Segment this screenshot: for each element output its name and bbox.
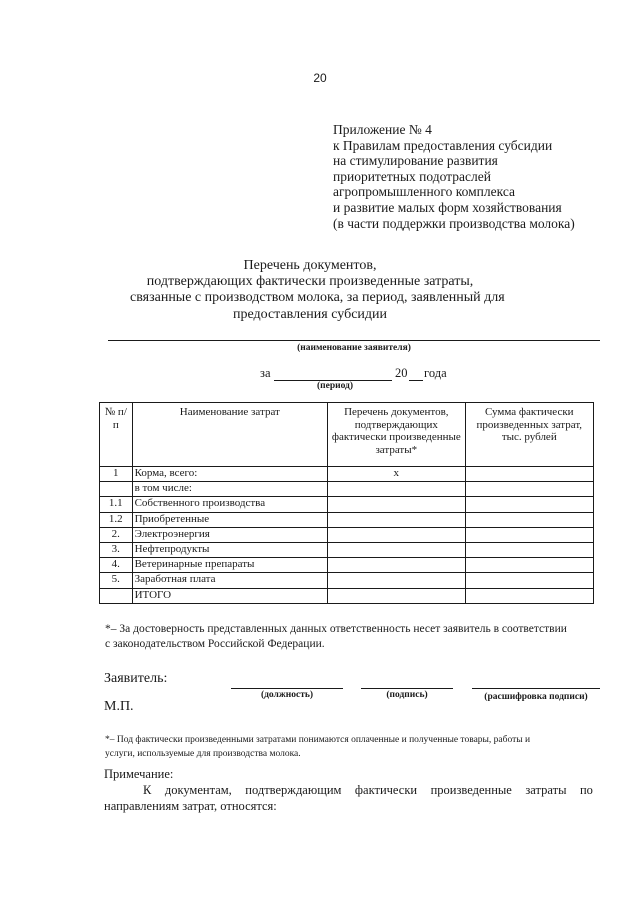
row-sum[interactable] — [465, 573, 593, 588]
row-number: 1 — [100, 467, 133, 482]
row-sum[interactable] — [465, 512, 593, 527]
row-name: Собственного производства — [132, 497, 327, 512]
header-cost-name: Наименование затрат — [132, 403, 327, 467]
row-number: 5. — [100, 573, 133, 588]
table-row — [100, 542, 594, 557]
row-sum[interactable] — [465, 482, 593, 497]
table-row — [100, 482, 594, 497]
row-documents[interactable] — [328, 512, 465, 527]
remark-word: К — [143, 783, 152, 797]
header-documents: Перечень документов, подтверждающих фактически произведенные затраты* — [328, 403, 465, 467]
footnote — [105, 733, 599, 761]
remark-word: документам, — [164, 783, 232, 797]
row-documents[interactable] — [328, 542, 465, 557]
footnote-line: *– Под фактически произведенными затратами понимаются оплаченные и полученные товары, работы и — [105, 735, 531, 745]
row-name: ИТОГО — [132, 588, 327, 603]
row-number: 3. — [100, 542, 133, 557]
remark-line-1 — [143, 783, 593, 798]
header-sum: Сумма фактически произведенных затрат, тыс. рублей — [465, 403, 593, 467]
header-number: № п/п — [100, 403, 133, 467]
title-line: связанные с производством молока, за период, заявленный для — [130, 290, 505, 306]
remark-word: затраты — [525, 783, 567, 797]
row-sum[interactable] — [465, 497, 593, 512]
signature-input-line[interactable] — [361, 688, 453, 689]
annex-line: агропромышленного комплекса — [333, 184, 515, 200]
table-header-row — [100, 403, 594, 467]
period-caption: (период) — [316, 381, 354, 391]
annex-line: Приложение № 4 — [333, 122, 432, 137]
responsibility-line: с законодательством Российской Федерации. — [105, 638, 325, 650]
row-sum[interactable] — [465, 527, 593, 542]
annex-line: к Правилам предоставления субсидии — [333, 137, 553, 153]
row-number — [100, 588, 133, 603]
year-suffix: года — [424, 366, 447, 380]
row-sum[interactable] — [465, 588, 593, 603]
row-name: Заработная плата — [132, 573, 327, 588]
page-number: 20 — [313, 71, 327, 85]
row-name: Корма, всего: — [132, 467, 327, 482]
document-title — [130, 258, 505, 323]
annex-header — [333, 122, 575, 231]
remark-word: произведенные — [430, 783, 512, 797]
row-sum[interactable] — [465, 542, 593, 557]
row-sum[interactable] — [465, 467, 593, 482]
title-line: предоставления субсидии — [232, 306, 388, 322]
table-row — [100, 512, 594, 527]
table-row — [100, 573, 594, 588]
row-name: в том числе: — [132, 482, 327, 497]
annex-line: и развитие малых форм хозяйствования — [333, 199, 562, 215]
applicant-label: Заявитель: — [104, 671, 168, 686]
decoding-caption: (расшифровка подписи) — [484, 692, 588, 702]
applicant-name-line[interactable] — [108, 340, 600, 341]
table-row — [100, 497, 594, 512]
costs-table — [99, 402, 594, 604]
remark-word: фактически — [354, 783, 418, 797]
row-number: 1.1 — [100, 497, 133, 512]
row-documents[interactable] — [328, 588, 465, 603]
row-number: 2. — [100, 527, 133, 542]
year-prefix: 20 — [395, 366, 408, 380]
annex-line: приоритетных подотраслей — [333, 168, 491, 184]
period-prefix: за — [260, 366, 271, 380]
signature-caption: (подпись) — [386, 690, 428, 700]
row-name: Электроэнергия — [132, 527, 327, 542]
row-documents[interactable] — [328, 497, 465, 512]
row-name: Приобретенные — [132, 512, 327, 527]
row-documents: х — [328, 467, 465, 482]
position-input-line[interactable] — [231, 688, 343, 689]
annex-line: (в части поддержки производства молока) — [333, 215, 575, 231]
title-line: подтверждающих фактически произведенные затраты, — [146, 274, 474, 290]
responsibility-line: *– За достоверность представленных данных ответственность несет заявитель в соответствии — [105, 623, 567, 635]
annex-line: на стимулирование развития — [333, 153, 498, 169]
decoding-input-line[interactable] — [472, 688, 600, 689]
row-documents[interactable] — [328, 482, 465, 497]
row-number — [100, 482, 133, 497]
stamp-label: М.П. — [104, 699, 134, 714]
remark-label: Примечание: — [104, 767, 174, 781]
applicant-caption: (наименование заявителя) — [297, 343, 411, 353]
title-line: Перечень документов, — [243, 258, 377, 273]
remark-word: подтверждающим — [245, 783, 342, 797]
row-documents[interactable] — [328, 527, 465, 542]
table-total-row — [100, 588, 594, 603]
row-name: Нефтепродукты — [132, 542, 327, 557]
row-name: Ветеринарные препараты — [132, 558, 327, 573]
remark-word: по — [579, 783, 593, 797]
row-number: 1.2 — [100, 512, 133, 527]
table-row — [100, 467, 594, 482]
row-sum[interactable] — [465, 558, 593, 573]
position-caption: (должность) — [260, 690, 314, 700]
year-input-line[interactable] — [409, 380, 423, 381]
row-documents[interactable] — [328, 573, 465, 588]
footnote-line: услуги, используемые для производства молока. — [105, 749, 301, 759]
table-row — [100, 558, 594, 573]
remark-line-2: направлениям затрат, относятся: — [104, 799, 277, 813]
row-documents[interactable] — [328, 558, 465, 573]
responsibility-note — [105, 622, 605, 652]
row-number: 4. — [100, 558, 133, 573]
table-row — [100, 527, 594, 542]
